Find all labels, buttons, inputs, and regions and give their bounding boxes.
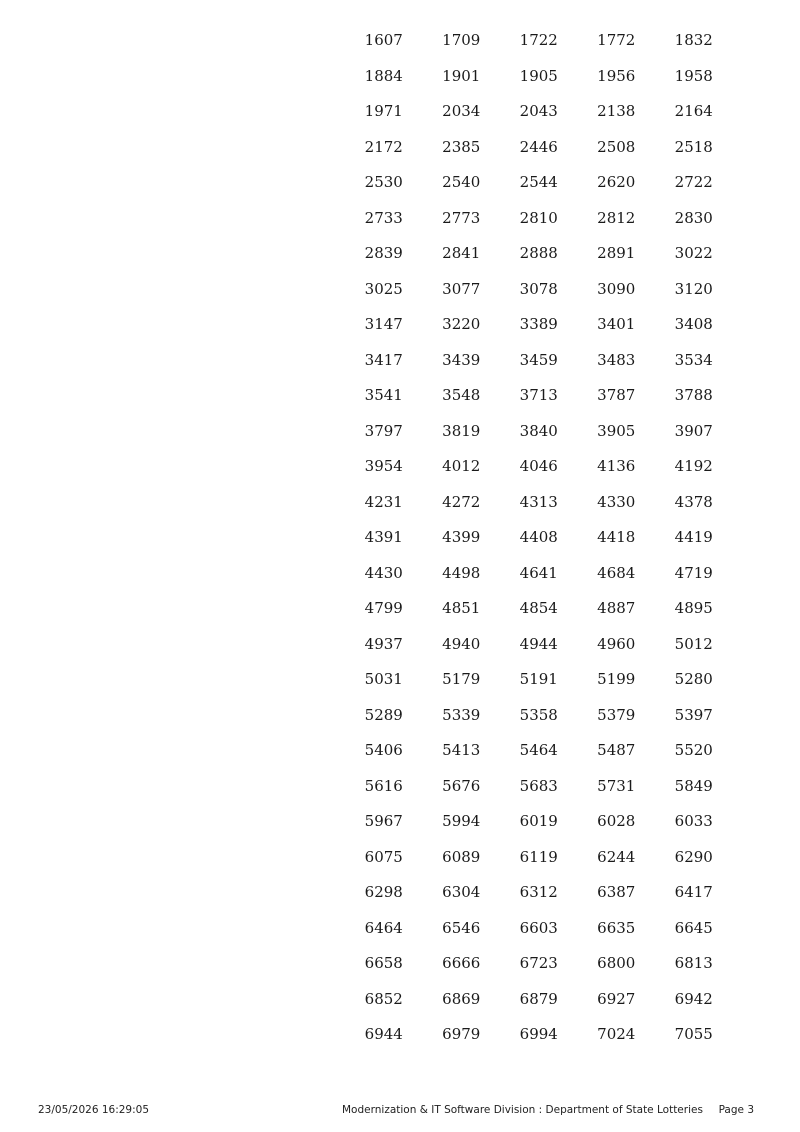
- ticket-number: 5199: [597, 670, 636, 688]
- number-row: [345, 165, 745, 201]
- number-row: [345, 378, 745, 414]
- ticket-number: 6119: [519, 847, 558, 866]
- ticket-number: 2034: [442, 102, 481, 120]
- ticket-number: 1901: [442, 66, 481, 85]
- ticket-number: 1709: [442, 31, 481, 49]
- ticket-number: 5289: [364, 705, 403, 724]
- footer-page-number: Page 3: [718, 1104, 754, 1116]
- number-row: [345, 520, 745, 556]
- ticket-number: 3483: [597, 350, 636, 369]
- ticket-number: 6075: [364, 847, 403, 866]
- ticket-number: 6723: [519, 954, 558, 972]
- ticket-number: 4391: [364, 528, 403, 546]
- ticket-number: 4046: [519, 457, 558, 475]
- ticket-number: 2043: [519, 102, 558, 120]
- ticket-number: 4378: [674, 492, 713, 511]
- ticket-number: 4192: [674, 457, 713, 475]
- ticket-number: 6033: [674, 812, 713, 830]
- number-row: [345, 414, 745, 450]
- ticket-number: 5413: [442, 741, 481, 759]
- ticket-number: 6994: [519, 1025, 558, 1043]
- ticket-number: 2164: [674, 102, 713, 120]
- ticket-number: 4272: [442, 492, 481, 511]
- number-row: [345, 982, 745, 1018]
- ticket-number: 2530: [364, 173, 403, 191]
- number-row: [345, 769, 745, 805]
- ticket-number: 1607: [364, 31, 403, 49]
- ticket-number: 5731: [597, 776, 636, 795]
- number-row: [345, 840, 745, 876]
- ticket-number: 4799: [364, 599, 403, 617]
- ticket-number: 6019: [519, 812, 558, 830]
- ticket-number: 6304: [442, 883, 481, 901]
- ticket-number: 3408: [674, 315, 713, 333]
- ticket-number: 4937: [364, 634, 403, 653]
- ticket-number: 5464: [519, 741, 558, 759]
- number-row: [345, 59, 745, 95]
- ticket-number: 3541: [364, 386, 403, 404]
- ticket-number: 2446: [519, 137, 558, 156]
- ticket-number: 5280: [674, 670, 713, 688]
- number-row: [345, 804, 745, 840]
- ticket-number: 4430: [364, 563, 403, 582]
- ticket-number: 1884: [364, 66, 403, 85]
- ticket-number: 4895: [674, 599, 713, 617]
- ticket-number: 2839: [364, 244, 403, 262]
- ticket-number: 2385: [442, 137, 481, 156]
- ticket-number: 2841: [442, 244, 481, 262]
- ticket-number: 5994: [442, 812, 481, 830]
- ticket-number: 2722: [674, 173, 713, 191]
- ticket-number: 3797: [364, 421, 403, 440]
- ticket-number: 2620: [597, 173, 636, 191]
- ticket-number: 5683: [519, 776, 558, 795]
- ticket-number: 2830: [674, 208, 713, 227]
- ticket-number: 2172: [364, 137, 403, 156]
- footer-division: Modernization & IT Software Division : Department of State Lotteries: [342, 1104, 703, 1116]
- ticket-number: 3090: [597, 279, 636, 298]
- ticket-number: 4419: [674, 528, 713, 546]
- ticket-number: 2540: [442, 173, 481, 191]
- ticket-number: 6666: [442, 954, 481, 972]
- ticket-number: 3120: [674, 279, 713, 298]
- ticket-number: 6942: [674, 989, 713, 1008]
- ticket-number: 6464: [364, 918, 403, 937]
- ticket-number: 3713: [519, 386, 558, 404]
- ticket-number: 3077: [442, 279, 481, 298]
- ticket-number: 2518: [674, 137, 713, 156]
- ticket-number: 5379: [597, 705, 636, 724]
- ticket-number: 2891: [597, 244, 636, 262]
- ticket-number: 4498: [442, 563, 481, 582]
- ticket-number: 5520: [674, 741, 713, 759]
- number-row: [345, 875, 745, 911]
- ticket-number: 6813: [674, 954, 713, 972]
- ticket-number: 5406: [364, 741, 403, 759]
- ticket-number: 5031: [364, 670, 403, 688]
- ticket-number: 1772: [597, 31, 636, 49]
- ticket-number: 6546: [442, 918, 481, 937]
- ticket-number: 7055: [674, 1025, 713, 1043]
- ticket-number: 3401: [597, 315, 636, 333]
- ticket-number: 3548: [442, 386, 481, 404]
- ticket-number: 3954: [364, 457, 403, 475]
- number-row: [345, 946, 745, 982]
- ticket-number: 5676: [442, 776, 481, 795]
- number-row: [345, 733, 745, 769]
- ticket-number: 2812: [597, 208, 636, 227]
- number-row: [345, 627, 745, 663]
- ticket-number: 5616: [364, 776, 403, 795]
- ticket-number: 3788: [674, 386, 713, 404]
- ticket-number: 3220: [442, 315, 481, 333]
- number-row: [345, 236, 745, 272]
- ticket-number: 6028: [597, 812, 636, 830]
- ticket-number: 6944: [364, 1025, 403, 1043]
- ticket-number: 5967: [364, 812, 403, 830]
- ticket-number: 4641: [519, 563, 558, 582]
- number-row: [345, 556, 745, 592]
- ticket-number: 4012: [442, 457, 481, 475]
- ticket-number: 5849: [674, 776, 713, 795]
- ticket-number: 4719: [674, 563, 713, 582]
- ticket-number: 1958: [674, 66, 713, 85]
- ticket-number: 3459: [519, 350, 558, 369]
- ticket-number: 4418: [597, 528, 636, 546]
- number-row: [345, 307, 745, 343]
- ticket-number: 2544: [519, 173, 558, 191]
- ticket-number: 5339: [442, 705, 481, 724]
- number-row: [345, 130, 745, 166]
- ticket-number: 4887: [597, 599, 636, 617]
- ticket-number: 3417: [364, 350, 403, 369]
- ticket-number: 6298: [364, 883, 403, 901]
- ticket-number: 3078: [519, 279, 558, 298]
- ticket-number: 3025: [364, 279, 403, 298]
- page-footer: [0, 1104, 800, 1122]
- ticket-number: 3907: [674, 421, 713, 440]
- ticket-number: 6603: [519, 918, 558, 937]
- ticket-number: 2888: [519, 244, 558, 262]
- ticket-number: 2773: [442, 208, 481, 227]
- number-row: [345, 1017, 745, 1053]
- ticket-number: 3022: [674, 244, 713, 262]
- ticket-number: 4851: [442, 599, 481, 617]
- ticket-number: 6869: [442, 989, 481, 1008]
- number-row: [345, 343, 745, 379]
- ticket-number: 6089: [442, 847, 481, 866]
- ticket-number: 5012: [674, 634, 713, 653]
- ticket-number: 5179: [442, 670, 481, 688]
- ticket-number: 6244: [597, 847, 636, 866]
- number-row: [345, 911, 745, 947]
- number-row: [345, 23, 745, 59]
- ticket-number: 6979: [442, 1025, 481, 1043]
- ticket-number: 3819: [442, 421, 481, 440]
- ticket-number: 4940: [442, 634, 481, 653]
- ticket-number: 4231: [364, 492, 403, 511]
- ticket-number: 1905: [519, 66, 558, 85]
- ticket-number: 5397: [674, 705, 713, 724]
- ticket-number: 4399: [442, 528, 481, 546]
- ticket-number: 2733: [364, 208, 403, 227]
- ticket-number: 6658: [364, 954, 403, 972]
- number-row: [345, 698, 745, 734]
- footer-timestamp: 23/05/2026 16:29:05: [38, 1104, 150, 1116]
- ticket-number: 4944: [519, 634, 558, 653]
- ticket-number: 5358: [519, 705, 558, 724]
- ticket-number: 6417: [674, 883, 713, 901]
- number-row: [345, 449, 745, 485]
- ticket-number: 6852: [364, 989, 403, 1008]
- ticket-number: 6879: [519, 989, 558, 1008]
- ticket-number: 6312: [519, 883, 558, 901]
- number-row: [345, 591, 745, 627]
- ticket-number: 3534: [674, 350, 713, 369]
- ticket-number: 3439: [442, 350, 481, 369]
- ticket-number: 1832: [674, 31, 713, 49]
- ticket-number: 4684: [597, 563, 636, 582]
- number-row: [345, 94, 745, 130]
- ticket-number: 6645: [674, 918, 713, 937]
- ticket-number: 6290: [674, 847, 713, 866]
- ticket-number: 4408: [519, 528, 558, 546]
- ticket-number: 3905: [597, 421, 636, 440]
- ticket-number: 4960: [597, 634, 636, 653]
- winning-numbers-grid: [345, 23, 745, 1053]
- ticket-number: 4330: [597, 492, 636, 511]
- ticket-number: 2508: [597, 137, 636, 156]
- number-row: [345, 201, 745, 237]
- number-row: [345, 662, 745, 698]
- ticket-number: 5487: [597, 741, 636, 759]
- number-row: [345, 485, 745, 521]
- ticket-number: 4136: [597, 457, 636, 475]
- ticket-number: 1722: [519, 31, 558, 49]
- ticket-number: 6800: [597, 954, 636, 972]
- ticket-number: 6635: [597, 918, 636, 937]
- ticket-number: 2138: [597, 102, 636, 120]
- ticket-number: 1956: [597, 66, 636, 85]
- ticket-number: 3840: [519, 421, 558, 440]
- ticket-number: 3389: [519, 315, 558, 333]
- number-row: [345, 272, 745, 308]
- ticket-number: 7024: [597, 1025, 636, 1043]
- ticket-number: 6927: [597, 989, 636, 1008]
- ticket-number: 4313: [519, 492, 558, 511]
- ticket-number: 6387: [597, 883, 636, 901]
- ticket-number: 3787: [597, 386, 636, 404]
- ticket-number: 3147: [364, 315, 403, 333]
- ticket-number: 5191: [519, 670, 558, 688]
- ticket-number: 2810: [519, 208, 558, 227]
- ticket-number: 1971: [364, 102, 403, 120]
- ticket-number: 4854: [519, 599, 558, 617]
